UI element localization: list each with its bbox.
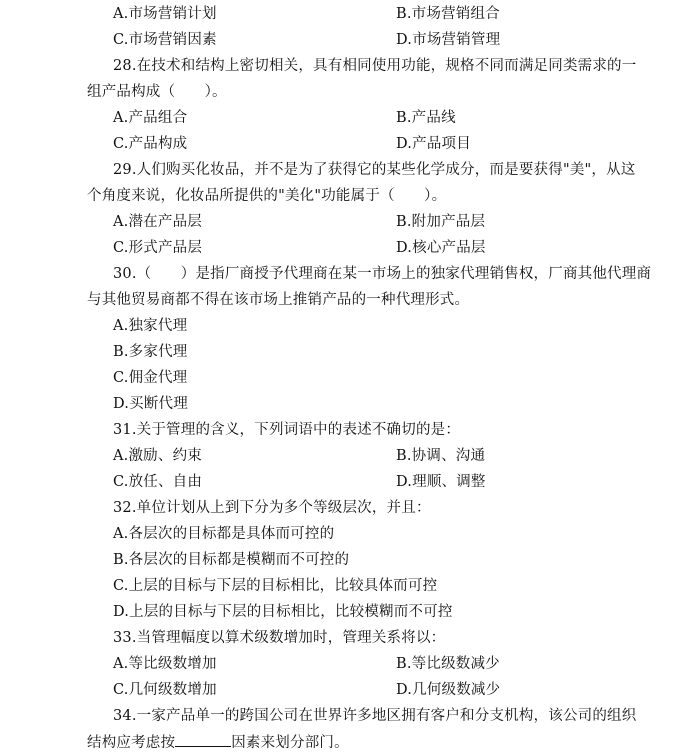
q34-stem-continued <box>87 732 349 753</box>
q30-option-a: A.独家代理 <box>113 318 188 334</box>
q31-option-c: C.放任、自由 <box>113 474 203 490</box>
q31-option-a: A.激励、约束 <box>113 448 202 464</box>
q28-option-d: D.产品项目 <box>396 136 471 152</box>
q27-option-b: B.市场营销组合 <box>396 6 500 22</box>
q33-option-d: D.几何级数减少 <box>396 682 501 698</box>
q32-option-c: C.上层的目标与下层的目标相比，比较具体而可控 <box>113 578 438 594</box>
q33-option-b: B.等比级数减少 <box>396 656 500 672</box>
q31-stem: 31.关于管理的含义，下列词语中的表述不确切的是： <box>113 422 461 438</box>
q28-stem: 28.在技术和结构上密切相关，具有相同使用功能，规格不同而满足同类需求的一 <box>113 58 637 74</box>
q29-stem-continued: 个角度来说，化妆品所提供的"美化"功能属于（ ）。 <box>87 188 447 204</box>
q28-stem-continued: 组产品构成（ ）。 <box>87 84 227 100</box>
q29-option-d: D.核心产品层 <box>396 240 486 256</box>
q34-stem: 34.一家产品单一的跨国公司在世界许多地区拥有客户和分支机构，该公司的组织 <box>113 708 637 724</box>
q32-option-a: A.各层次的目标都是具体而可控的 <box>113 526 335 542</box>
q33-option-a: A.等比级数增加 <box>113 656 217 672</box>
q31-option-b: B.协调、沟通 <box>396 448 486 464</box>
q29-option-a: A.潜在产品层 <box>113 214 202 230</box>
q30-stem-continued: 与其他贸易商都不得在该市场上推销产品的一种代理形式。 <box>87 292 470 308</box>
q32-option-d: D.上层的目标与下层的目标相比，比较模糊而不可控 <box>113 604 453 620</box>
q30-option-d: D.买断代理 <box>113 396 188 412</box>
q32-option-b: B.各层次的目标都是模糊而不可控的 <box>113 552 350 568</box>
q33-option-c: C.几何级数增加 <box>113 682 217 698</box>
q30-option-c: C.佣金代理 <box>113 370 188 386</box>
q33-stem: 33.当管理幅度以算术级数增加时，管理关系将以： <box>113 630 446 646</box>
q27-option-d: D.市场营销管理 <box>396 32 501 48</box>
q27-option-c: C.市场营销因素 <box>113 32 217 48</box>
q27-option-a: A.市场营销计划 <box>113 6 217 22</box>
q28-option-a: A.产品组合 <box>113 110 188 126</box>
q31-option-d: D.理顺、调整 <box>396 474 486 490</box>
q34-stem-text-after-blank: 因素来划分部门。 <box>231 735 349 751</box>
q29-option-c: C.形式产品层 <box>113 240 203 256</box>
q28-option-c: C.产品构成 <box>113 136 188 152</box>
q30-stem: 30.（ ）是指厂商授予代理商在某一市场上的独家代理销售权，厂商其他代理商 <box>113 266 652 282</box>
answer-blank <box>175 732 231 747</box>
q28-option-b: B.产品线 <box>396 110 456 126</box>
q30-option-b: B.多家代理 <box>113 344 188 360</box>
q34-stem-text-before-blank: 结构应考虑按 <box>87 735 176 751</box>
q29-stem: 29.人们购买化妆品，并不是为了获得它的某些化学成分，而是要获得"美"，从这 <box>113 162 636 178</box>
q32-stem: 32.单位计划从上到下分为多个等级层次，并且： <box>113 500 431 516</box>
q29-option-b: B.附加产品层 <box>396 214 486 230</box>
